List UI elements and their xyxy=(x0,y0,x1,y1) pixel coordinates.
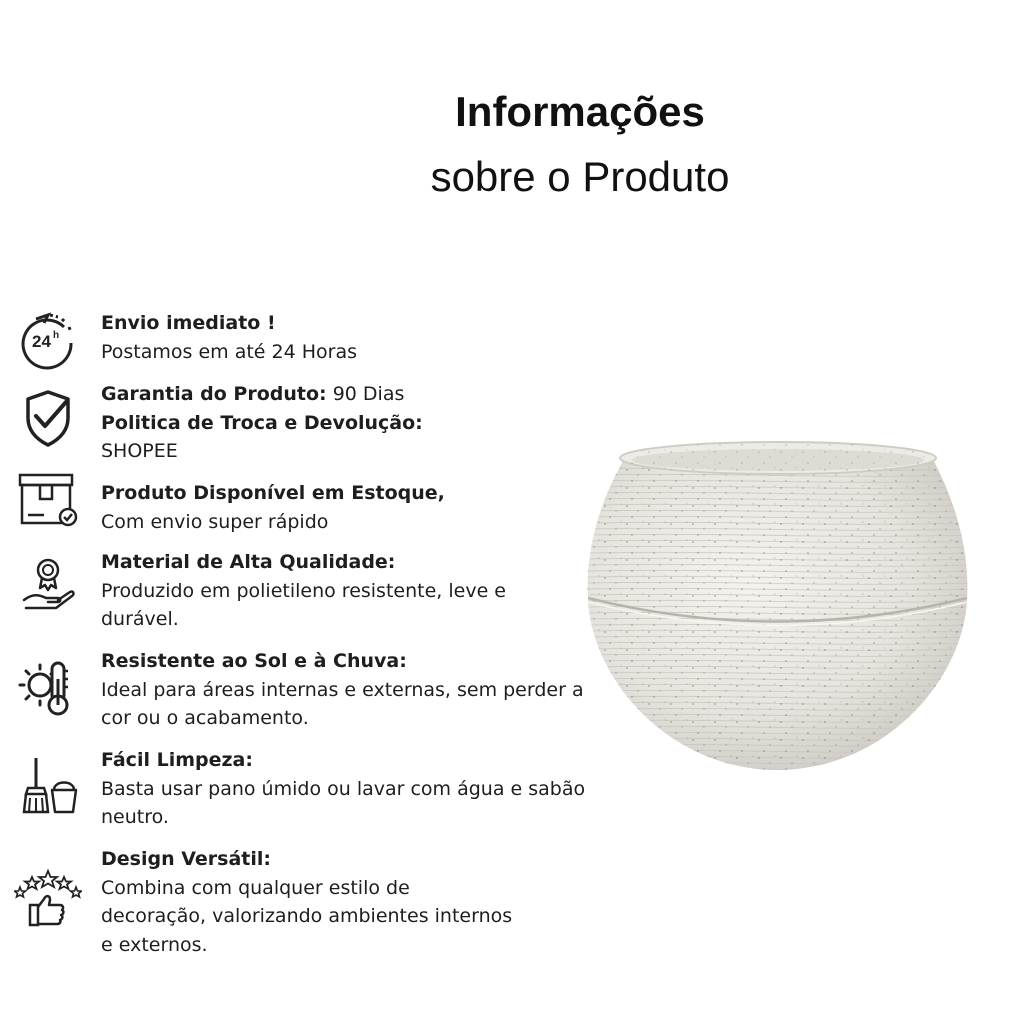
feature-line: SHOPEE xyxy=(101,440,178,462)
feature-line: cor ou o acabamento. xyxy=(101,707,309,729)
feature-line: neutro. xyxy=(101,806,169,828)
feature-line: Combina com qualquer estilo de xyxy=(101,876,410,899)
feature-title: Fácil Limpeza: xyxy=(101,749,253,771)
feature-title: Garantia do Produto: xyxy=(101,383,327,405)
broom-bucket-icon xyxy=(14,754,82,818)
feature-title: Envio imediato ! xyxy=(101,312,276,334)
feature-title: Produto Disponível em Estoque, xyxy=(101,482,445,504)
feature-line: durável. xyxy=(101,608,179,630)
svg-text:h: h xyxy=(53,330,60,341)
stars-thumbs-up-icon xyxy=(14,867,82,931)
shield-check-icon xyxy=(14,386,82,450)
page-subtitle: sobre o Produto xyxy=(430,153,730,200)
feature-line: Com envio super rápido xyxy=(101,510,329,533)
feature-line: decoração, valorizando ambientes internos xyxy=(101,905,513,927)
feature-line: Ideal para áreas internas e externas, sem perder a xyxy=(101,678,584,701)
quality-badge-icon xyxy=(14,554,82,618)
product-image xyxy=(580,430,975,780)
sun-thermometer-icon xyxy=(14,655,82,719)
feature-line: Postamos em até 24 Horas xyxy=(101,340,358,363)
page-title: Informações xyxy=(455,88,705,135)
feature-line: Produzido em polietileno resistente, leve e xyxy=(101,579,506,602)
stock-box-icon xyxy=(14,471,82,535)
feature-title-secondary: Politica de Troca e Devolução: xyxy=(101,411,423,434)
feature-title: Design Versátil: xyxy=(101,848,271,870)
feature-title: Material de Alta Qualidade: xyxy=(101,551,396,573)
24h-clock-icon xyxy=(14,309,82,373)
feature-title-value: 90 Dias xyxy=(326,383,405,405)
feature-line: e externos. xyxy=(101,933,208,956)
feature-line: Basta usar pano úmido ou lavar com água e sabão xyxy=(101,777,586,800)
svg-text:24: 24 xyxy=(32,332,51,351)
feature-title: Resistente ao Sol e à Chuva: xyxy=(101,650,407,672)
